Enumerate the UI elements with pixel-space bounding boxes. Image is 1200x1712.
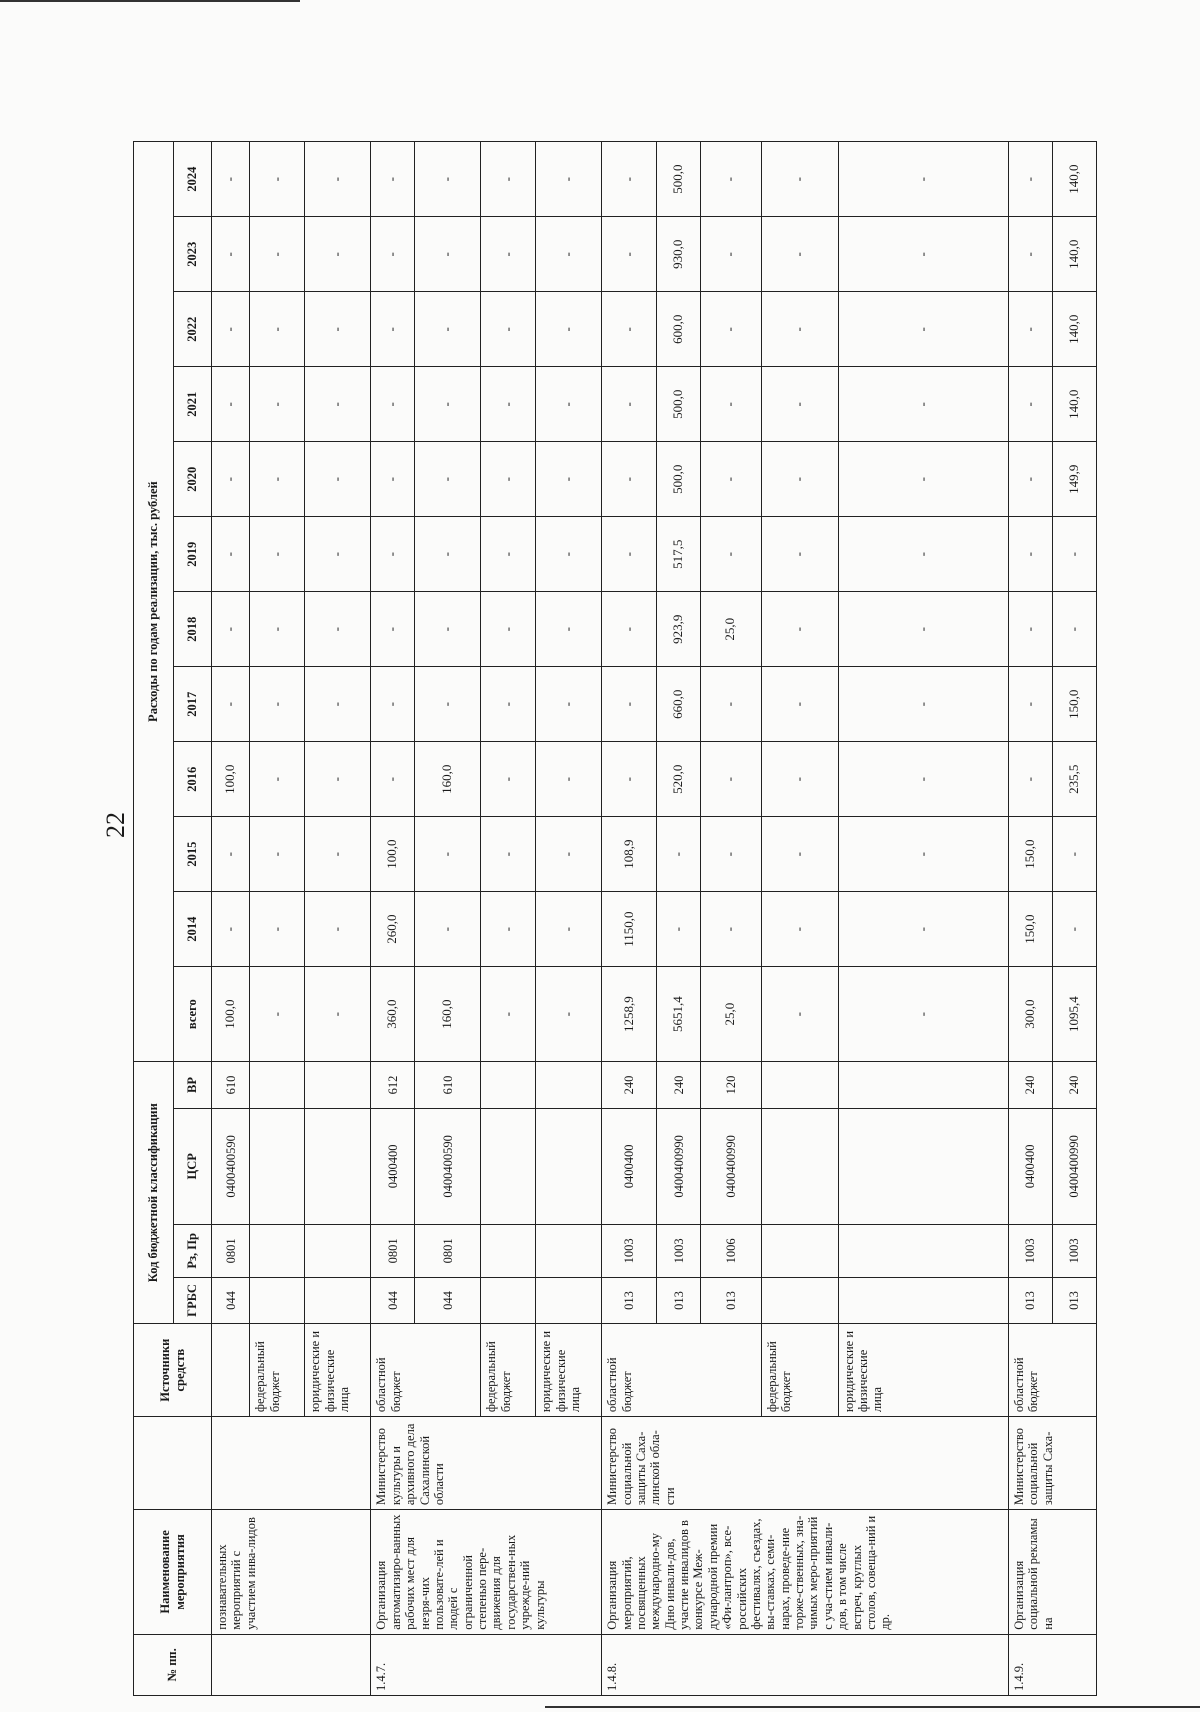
cell-source: областной бюджет [1008,1324,1096,1417]
cell-year-value: - [657,817,701,892]
cell-total: 5651,4 [657,967,701,1062]
cell-vr: 240 [1052,1062,1096,1109]
cell-year-value: - [838,517,1008,592]
cell-total: - [838,967,1008,1062]
cell-year-value: - [536,517,602,592]
cell-source: юридические и физические лица [305,1324,371,1417]
cell-year-value: - [305,592,371,667]
cell-year-value: - [305,742,371,817]
cell-year-value: 600,0 [657,292,701,367]
cell-vr: 240 [602,1062,657,1109]
cell-year-value: - [701,517,761,592]
header-year: 2019 [174,517,212,592]
cell-year-value: - [701,892,761,967]
cell-year-value: 930,0 [657,217,701,292]
cell-year-value: - [536,892,602,967]
cell-year-value: 923,9 [657,592,701,667]
cell-executor: Министерство социальной защиты Саха- [1008,1417,1096,1510]
cell-source: областной бюджет [602,1324,761,1417]
cell-year-value: - [481,367,536,442]
cell-year-value: 140,0 [1052,142,1096,217]
cell-year-value: - [305,142,371,217]
cell-year-value: - [305,442,371,517]
cell-no: 1.4.8. [602,1634,1009,1695]
cell-rz-pr: 1003 [657,1224,701,1277]
cell-year-value: - [415,142,481,217]
cell-grbs: 013 [701,1277,761,1323]
cell-year-value: - [250,742,305,817]
cell-year-value: 150,0 [1052,667,1096,742]
cell-year-value: - [212,292,250,367]
cell-name: Организация автоматизиро-ванных рабочих мест для незря-чих пользовате-лей и людей с ограниченной степенью пере-движения для государствен-ных учрежде-ний культуры [371,1510,602,1635]
cell-csr: 0400400 [1008,1108,1052,1224]
cell-year-value: - [1008,292,1052,367]
cell-year-value: - [602,592,657,667]
cell-year-value: - [761,742,838,817]
header-csr: ЦСР [174,1108,212,1224]
header-year: 2021 [174,367,212,442]
cell-vr: 240 [1008,1062,1052,1109]
cell-year-value: 140,0 [1052,217,1096,292]
cell-year-value: - [371,142,415,217]
cell-executor [212,1417,371,1510]
cell-year-value: - [838,817,1008,892]
header-no: № пп. [134,1634,212,1695]
cell-year-value: - [212,592,250,667]
cell-year-value: - [212,667,250,742]
cell-year-value: - [1008,442,1052,517]
cell-year-value: - [1008,142,1052,217]
cell-year-value: - [481,667,536,742]
header-year: 2015 [174,817,212,892]
cell-year-value: - [415,367,481,442]
cell-rz-pr: 1003 [602,1224,657,1277]
cell-year-value: - [415,292,481,367]
cell-year-value: - [415,817,481,892]
header-name: Наименование мероприятия [134,1510,212,1635]
cell-year-value: - [371,367,415,442]
cell-year-value: - [701,667,761,742]
cell-year-value: - [371,592,415,667]
cell-source: федеральный бюджет [761,1324,838,1417]
cell-total: 360,0 [371,967,415,1062]
cell-year-value: - [212,142,250,217]
cell-vr: 120 [701,1062,761,1109]
cell-year-value: - [305,817,371,892]
cell-year-value: - [1008,667,1052,742]
cell-year-value: - [761,367,838,442]
cell-year-value: 149,9 [1052,442,1096,517]
cell-csr: 0400400590 [212,1108,250,1224]
cell-year-value: - [602,667,657,742]
cell-year-value: - [602,142,657,217]
cell-source: федеральный бюджет [481,1324,536,1417]
cell-year-value: - [1008,742,1052,817]
cell-year-value: - [701,142,761,217]
cell-year-value: - [212,817,250,892]
cell-year-value: - [305,517,371,592]
cell-total: 25,0 [701,967,761,1062]
cell-total: - [481,967,536,1062]
cell-executor: Министерство социальной защиты Саха-линской обла-сти [602,1417,1009,1510]
cell-year-value: - [212,367,250,442]
cell-total: 160,0 [415,967,481,1062]
cell-year-value: - [371,742,415,817]
header-grbs: ГРБС [174,1277,212,1323]
cell-year-value: - [761,892,838,967]
header-year: 2014 [174,892,212,967]
cell-year-value: - [305,892,371,967]
cell-year-value: - [250,892,305,967]
cell-year-value: - [481,892,536,967]
cell-year-value: - [250,292,305,367]
cell-year-value: - [415,592,481,667]
cell-total: 1095,4 [1052,967,1096,1062]
cell-rz-pr: 1006 [701,1224,761,1277]
cell-year-value: - [415,442,481,517]
cell-year-value: - [415,517,481,592]
cell-year-value: 260,0 [371,892,415,967]
cell-vr: 240 [657,1062,701,1109]
cell-year-value: 100,0 [212,742,250,817]
header-year: 2024 [174,142,212,217]
cell-year-value: - [250,442,305,517]
cell-year-value: - [536,742,602,817]
cell-year-value: - [701,217,761,292]
cell-source: юридические и физические лица [536,1324,602,1417]
cell-year-value: - [1052,592,1096,667]
cell-no: 1.4.9. [1008,1634,1096,1695]
cell-year-value: - [481,142,536,217]
cell-source: федеральный бюджет [250,1324,305,1417]
cell-year-value: - [536,442,602,517]
cell-year-value: - [701,817,761,892]
cell-year-value: - [701,367,761,442]
cell-year-value: - [761,667,838,742]
scan-edge-top [0,0,300,2]
cell-total: - [250,967,305,1062]
cell-year-value: - [212,517,250,592]
cell-year-value: - [602,442,657,517]
cell-year-value: - [602,517,657,592]
cell-year-value: 150,0 [1008,817,1052,892]
cell-year-value: - [761,142,838,217]
cell-year-value: - [838,367,1008,442]
cell-grbs: 044 [212,1277,250,1323]
cell-year-value: - [481,592,536,667]
cell-year-value: 25,0 [701,592,761,667]
cell-vr: 610 [212,1062,250,1109]
cell-year-value: - [536,667,602,742]
cell-year-value: - [701,442,761,517]
header-year: 2018 [174,592,212,667]
header-budget-code: Код бюджетной классификации [134,1062,174,1324]
cell-year-value: - [838,742,1008,817]
cell-year-value: - [838,667,1008,742]
cell-year-value: - [536,142,602,217]
cell-year-value: - [481,217,536,292]
scan-edge-bottom [545,1706,1200,1708]
cell-year-value: - [250,517,305,592]
cell-year-value: - [701,292,761,367]
cell-year-value: - [761,517,838,592]
cell-csr: 0400400990 [701,1108,761,1224]
cell-year-value: - [305,667,371,742]
cell-year-value: - [212,442,250,517]
cell-year-value: - [761,217,838,292]
cell-total: - [536,967,602,1062]
budget-table-rotated [133,141,1097,1696]
cell-year-value: 140,0 [1052,367,1096,442]
cell-grbs: 013 [657,1277,701,1323]
cell-year-value: 517,5 [657,517,701,592]
cell-year-value: - [250,217,305,292]
cell-grbs: 013 [1052,1277,1096,1323]
cell-year-value: 500,0 [657,367,701,442]
cell-csr: 0400400 [371,1108,415,1224]
cell-total: 1258,9 [602,967,657,1062]
header-vr: ВР [174,1062,212,1109]
cell-name: Организация социальной рекламы на [1008,1510,1096,1635]
cell-year-value: - [305,367,371,442]
cell-executor: Министерство культуры и архивного дела Сахалинской области [371,1417,602,1510]
cell-year-value: - [250,142,305,217]
cell-year-value: 160,0 [415,742,481,817]
cell-year-value: - [761,817,838,892]
header-year: 2020 [174,442,212,517]
cell-no: 1.4.7. [371,1634,602,1695]
cell-year-value: 150,0 [1008,892,1052,967]
cell-year-value: - [305,292,371,367]
cell-year-value: - [371,517,415,592]
cell-year-value: 235,5 [1052,742,1096,817]
cell-year-value: - [536,367,602,442]
cell-rz-pr: 1003 [1008,1224,1052,1277]
cell-year-value: - [536,217,602,292]
cell-year-value: - [838,592,1008,667]
cell-year-value: - [1008,592,1052,667]
header-year: 2022 [174,292,212,367]
cell-year-value: - [838,292,1008,367]
cell-year-value: - [838,442,1008,517]
cell-year-value: - [415,217,481,292]
cell-year-value: 660,0 [657,667,701,742]
cell-year-value: - [1052,817,1096,892]
cell-year-value: - [761,292,838,367]
cell-year-value: 500,0 [657,142,701,217]
cell-csr: 0400400990 [1052,1108,1096,1224]
cell-year-value: - [415,892,481,967]
cell-year-value: 500,0 [657,442,701,517]
header-year: 2023 [174,217,212,292]
cell-year-value: - [838,142,1008,217]
cell-total: 100,0 [212,967,250,1062]
cell-year-value: 140,0 [1052,292,1096,367]
header-total: всего [174,967,212,1062]
header-executor [134,1417,212,1510]
header-year: 2017 [174,667,212,742]
cell-year-value: - [602,292,657,367]
cell-year-value: - [838,217,1008,292]
page-number: 22 [101,812,130,838]
header-year: 2016 [174,742,212,817]
cell-year-value: - [481,517,536,592]
cell-year-value: 1150,0 [602,892,657,967]
cell-year-value: - [838,892,1008,967]
header-expenses: Расходы по годам реализации, тыс. рублей [134,142,174,1062]
cell-rz-pr: 1003 [1052,1224,1096,1277]
cell-grbs: 013 [1008,1277,1052,1323]
cell-year-value: - [305,217,371,292]
cell-name: познавательных мероприятий с участием инва-лидов [212,1510,371,1635]
cell-no [212,1634,371,1695]
cell-grbs: 044 [415,1277,481,1323]
header-rz-pr: Рз, Пр [174,1224,212,1277]
cell-year-value: - [1008,517,1052,592]
cell-grbs: 013 [602,1277,657,1323]
cell-year-value: - [371,442,415,517]
cell-csr: 0400400590 [415,1108,481,1224]
cell-year-value: - [602,217,657,292]
cell-total: 300,0 [1008,967,1052,1062]
cell-total: - [305,967,371,1062]
cell-year-value: - [701,742,761,817]
cell-year-value: - [371,667,415,742]
cell-year-value: - [371,292,415,367]
cell-year-value: 520,0 [657,742,701,817]
cell-year-value: - [1052,517,1096,592]
cell-year-value: - [250,592,305,667]
cell-year-value: - [481,442,536,517]
cell-year-value: - [1008,367,1052,442]
cell-year-value: - [481,292,536,367]
header-source: Источники средств [134,1324,212,1417]
cell-year-value: - [212,892,250,967]
cell-vr: 612 [371,1062,415,1109]
cell-year-value: - [250,817,305,892]
cell-year-value: - [657,892,701,967]
cell-year-value: 108,9 [602,817,657,892]
cell-name: Организация мероприятий, посвященных международно-му Дню инвали-дов, участие инвалидов в конкурсе Меж-дународной премии «Фи-лантроп», все-российских фестивалях, съездах, вы-ставках, семи-нарах, проведе-ние торже-ственных, зна-чимых меро-приятий с уча-стием инвали-дов, в том числе встреч, круглых столов, совеща-ний и др. [602,1510,1009,1635]
cell-year-value: - [371,217,415,292]
cell-year-value: - [602,742,657,817]
cell-year-value: 100,0 [371,817,415,892]
cell-rz-pr: 0801 [371,1224,415,1277]
cell-year-value: - [1052,892,1096,967]
cell-total: - [761,967,838,1062]
cell-year-value: - [1008,217,1052,292]
cell-year-value: - [481,817,536,892]
cell-year-value: - [250,667,305,742]
budget-table [133,141,1097,1696]
cell-csr: 0400400990 [657,1108,701,1224]
cell-grbs: 044 [371,1277,415,1323]
cell-source: областной бюджет [371,1324,481,1417]
cell-year-value: - [481,742,536,817]
cell-year-value: - [536,292,602,367]
cell-csr: 0400400 [602,1108,657,1224]
cell-year-value: - [536,592,602,667]
cell-source: юридические и физические лица [838,1324,1008,1417]
cell-year-value: - [536,817,602,892]
cell-rz-pr: 0801 [212,1224,250,1277]
cell-source [212,1324,250,1417]
cell-year-value: - [602,367,657,442]
cell-year-value: - [761,592,838,667]
cell-vr: 610 [415,1062,481,1109]
cell-rz-pr: 0801 [415,1224,481,1277]
cell-year-value: - [761,442,838,517]
cell-year-value: - [212,217,250,292]
cell-year-value: - [415,667,481,742]
cell-year-value: - [250,367,305,442]
